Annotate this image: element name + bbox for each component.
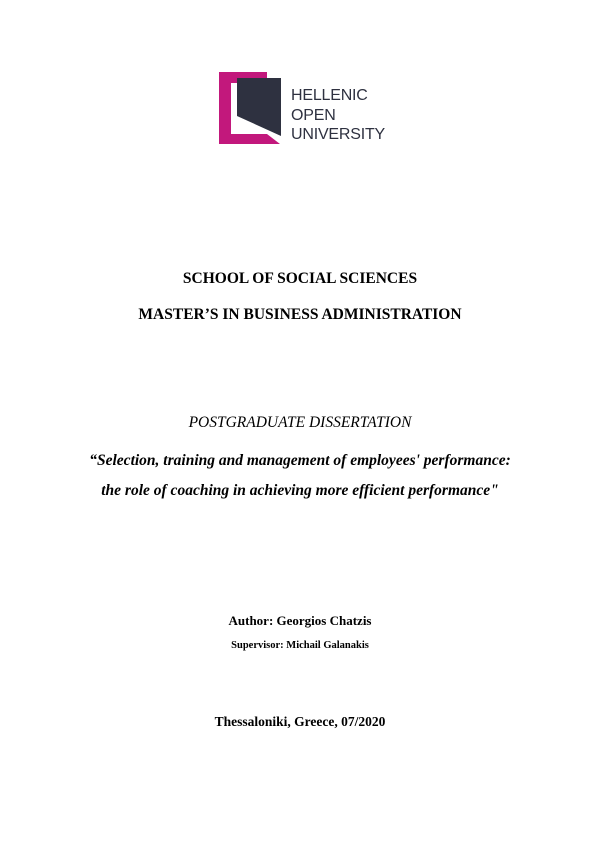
author-name: Author: Georgios Chatzis (228, 613, 372, 628)
dissertation-title-line: “Selection, training and management of employees' performance: (89, 452, 511, 469)
place-and-date: Thessaloniki, Greece, 07/2020 (214, 714, 386, 729)
university-logo-wordmark (291, 86, 385, 145)
logo-text-line: OPEN (291, 106, 336, 124)
dissertation-title-line: the role of coaching in achieving more efficient performance" (101, 482, 499, 499)
logo-text-line: HELLENIC (291, 87, 368, 104)
university-logo (218, 70, 388, 146)
university-logo-mark-icon (218, 70, 288, 146)
school-name: SCHOOL OF SOCIAL SCIENCES (182, 270, 418, 287)
logo-text-line: UNIVERSITY (291, 126, 386, 143)
document-type: POSTGRADUATE DISSERTATION (188, 414, 412, 431)
program-name: MASTER’S IN BUSINESS ADMINISTRATION (138, 306, 462, 323)
supervisor-name: Supervisor: Michail Galanakis (231, 640, 369, 651)
